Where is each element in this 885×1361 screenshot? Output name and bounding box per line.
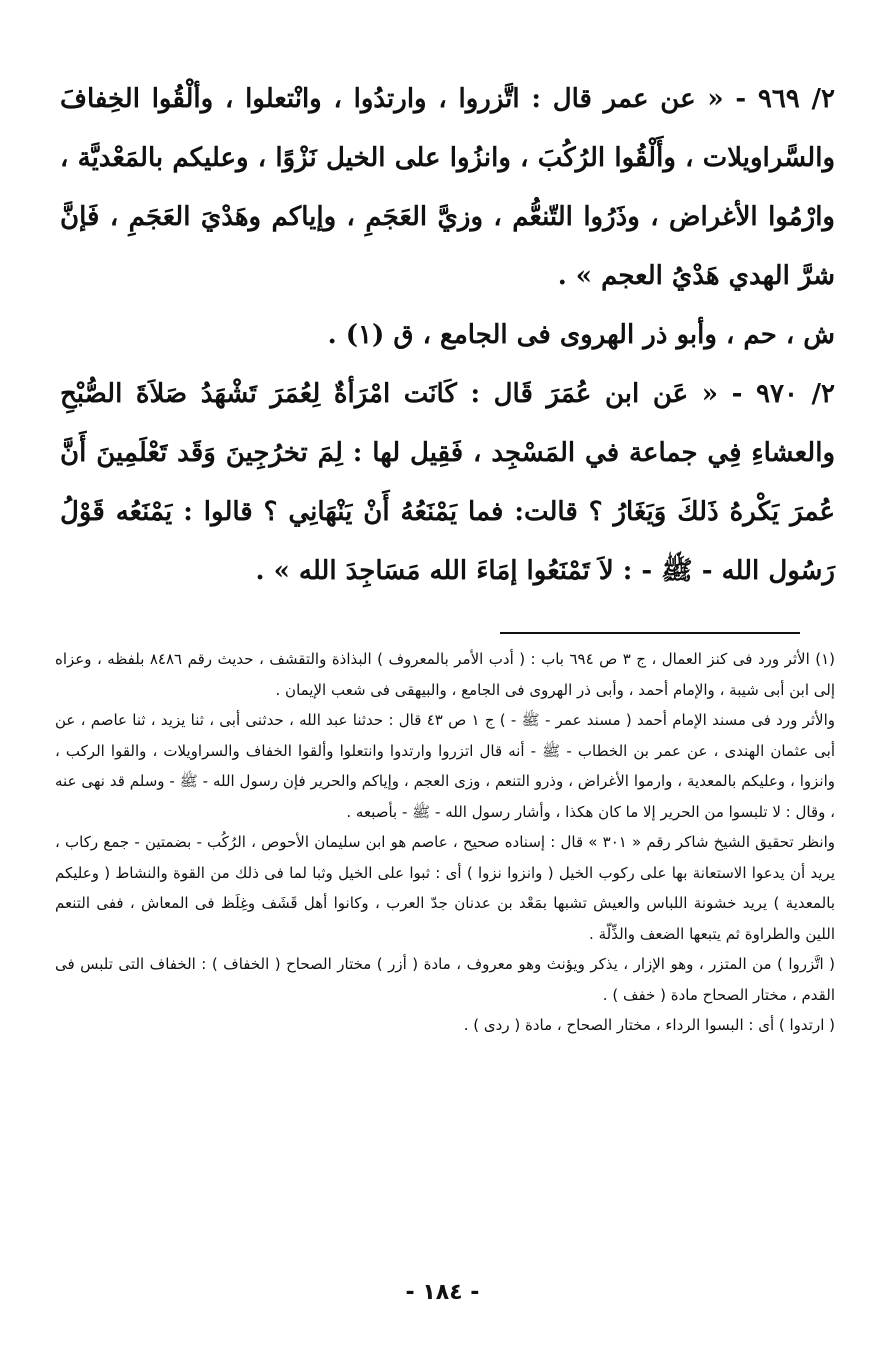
main-text: [60, 70, 835, 601]
footnote-ittazaru: ( اتَّزروا ) من المتزر ، وهو الإزار ، يذكر ويؤنث وهو معروف ، مادة ( أزر ) مختار الصحاح ( الخفاف ) : الخفاف التى تلبس فى القدم ، مختار الصحاح مادة ( خفف ) .: [55, 955, 835, 1004]
footnotes: [55, 644, 835, 1041]
footnote-shakir: وانظر تحقيق الشيخ شاكر رقم « ٣٠١ » قال : إسناده صحيح ، عاصم هو ابن سليمان الأحوص ، الرُكُب - بضمتين - جمع ركاب ، يريد أن يدعوا الاستعانة بها على ركوب الخيل ( وانزوا نزوا ) أى : ثبوا على الخيل وثبا لما فى ذلك من القوة والنشاط ( وعليكم بالمعدية ) يريد خشونة اللباس والعيش تشبها بمَعْد بن عدنان جدّ العرب ، وكانوا أهل قَشَف وغِلَظ فى المعاش ، ففى التنعم اللين والطراوة ثم يتبعها الضعف والذِّلّة .: [55, 833, 835, 943]
hadith-970: ٢/ ٩٧٠ - « عَن ابن عُمَرَ قَال : كَانَت امْرَأةٌ لِعُمَرَ تَشْهَدُ صَلاَةَ الصُّبْحِ والعشاءِ فِي جماعة في المَسْجِد ، فَقِيل لها : لِمَ تخرُجِينَ وَقَد تَعْلَمِينَ أَنَّ عُمرَ يَكْرهُ ذَلكَ وَيَغَارُ ؟ قالت: فما يَمْنَعُهُ أَنْ يَنْهَانِي ؟ قالوا : يَمْنَعُه قَوْلُ رَسُول الله - ﷺ - : لاَ تَمْنَعُوا إمَاءَ الله مَسَاجِدَ الله » .: [60, 379, 835, 586]
footnote-irtadu: ( ارتدوا ) أى : البسوا الرداء ، مختار الصحاح ، مادة ( ردى ) .: [463, 1016, 835, 1034]
hadith-969: ٢/ ٩٦٩ - « عن عمر قال : اتَّزروا ، وارتدُوا ، وانْتعلوا ، وألْقُوا الخِفافَ والسَّراويلات ، وأَلْقُوا الرُكُبَ ، وانزُوا على الخيل نَزْوًا ، وعليكم بالمَعْديَّة ، وارْمُوا الأغراض ، وذَرُوا التّنعُّم ، وزيَّ العَجَمِ ، وإياكم وهَدْيَ العَجَمِ ، فَإنَّ شرَّ الهدي هَدْيُ العجم » .: [60, 84, 835, 291]
footnote-1: (١) الأثر ورد فى كنز العمال ، ج ٣ ص ٦٩٤ باب : ( أدب الأمر بالمعروف ) البذاذة والتقشف ، حديث رقم ٨٤٨٦ بلفظه ، وعزاه إلى ابن أبى شيبة ، والإمام أحمد ، وأبى ذر الهروى فى الجامع ، والبيهقى فى شعب الإيمان .: [55, 650, 836, 699]
page-number: - ١٨٤ -: [405, 1280, 480, 1305]
footnote-musnad-ahmad: والأثر ورد فى مسند الإمام أحمد ( مسند عمر - ﷺ - ) ج ١ ص ٤٣ قال : حدثنا عبد الله ، حدثنى أبى ، ثنا يزيد ، ثنا عاصم ، عن أبى عثمان الهندى ، عن عمر بن الخطاب - ﷺ - أنه قال اتزروا وارتدوا وانتعلوا وألقوا الخفاف والسراويلات ، والقوا الركب ، وانزوا ، وعليكم بالمعدية ، وارموا الأغراض ، وذرو التنعم ، وزى العجم ، وإياكم والحرير فإن رسول الله - ﷺ - وسلم قد نهى عنه ، وقال : لا تلبسوا من الحرير إلا ما كان هكذا ، وأشار رسول الله - ﷺ - بأصبعه .: [55, 711, 835, 821]
hadith-969-source: ش ، حم ، وأبو ذر الهروى فى الجامع ، ق (١) .: [327, 320, 835, 350]
footnote-separator: [500, 632, 800, 634]
